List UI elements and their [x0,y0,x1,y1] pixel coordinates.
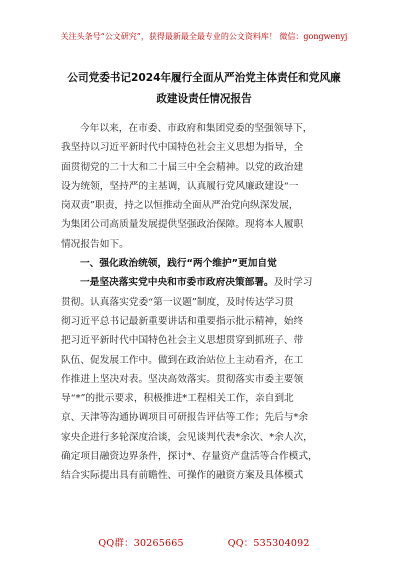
body-line: 作推进上坚决对表。坚决高效落实。贯彻落实市委主要领 [61,373,304,385]
paragraph-lead: 一是坚决落实党中央和市委市政府决策部署。 [80,277,274,289]
document-title-line-2: 政建设责任情况报告 [156,93,252,105]
body-line: 我坚持以习近平新时代中国特色社会主义思想为指导，全 [61,142,304,154]
body-line: 贯彻。认真落实党委“第一议题”制度，及时传达学习贯 [61,296,294,308]
body-line: 结合实际提出具有前瞻性、可操作的融资方案及具体模式 [61,470,304,482]
body-line: 京、天津等沟通协调项目可研报告评估等工作；先后与*余 [61,412,309,424]
footer-qq-group: QQ群：30265665 [98,538,184,549]
body-line: 把习近平新时代中国特色社会主义思想贯穿到抓班子、带 [61,335,304,347]
body-line: 今年以来，在市委、市政府和集团党委的坚强领导下， [80,123,313,134]
body-line: 面贯彻党的二十大和二十届三中全会精神。以党的政治建 [61,161,304,173]
body-line: 家央企进行多轮深度洽谈，会见谈判代表*余次、*余人次， [61,431,313,443]
section-heading: 一、强化政治统领，践行“两个维护”更加自觉 [80,258,277,270]
paragraph-lead-line [61,273,352,292]
footer-contact [0,535,408,549]
body-line: 彻习近平总书记最新重要讲话和重要指示批示精神，始终 [61,315,304,327]
paragraph-lead-rest: 及时学习 [273,277,313,289]
document-body [61,119,352,486]
body-line: 设为统领，坚持严的主基调，认真履行党风廉政建设“一 [61,180,299,192]
body-line: 确定项目融资边界条件，探讨*、存量资产盘活等合作模式， [61,451,318,463]
body-line: 情况报告如下。 [61,238,129,250]
header-banner: 关注头条号“公文研究”，获得最新最全最专业的公文资料库！ 微信：gongwenyj [60,32,348,41]
body-line: 岗双责”职责，持之以恒推动全面从严治党向纵深发展， [61,200,299,212]
document-title-line-1: 公司党委书记2024年履行全面从严治党主体责任和党风廉 [67,72,341,84]
body-line: 队伍、促发展工作中。做到在政治站位上主动看齐，在工 [61,354,304,366]
body-line: 导“*”的批示要求，积极推进*工程相关工作，亲自到北 [61,393,294,405]
body-line: 为集团公司高质量发展提供坚强政治保障。现将本人履职 [61,219,304,231]
footer-qq: QQ：535304092 [227,538,310,549]
